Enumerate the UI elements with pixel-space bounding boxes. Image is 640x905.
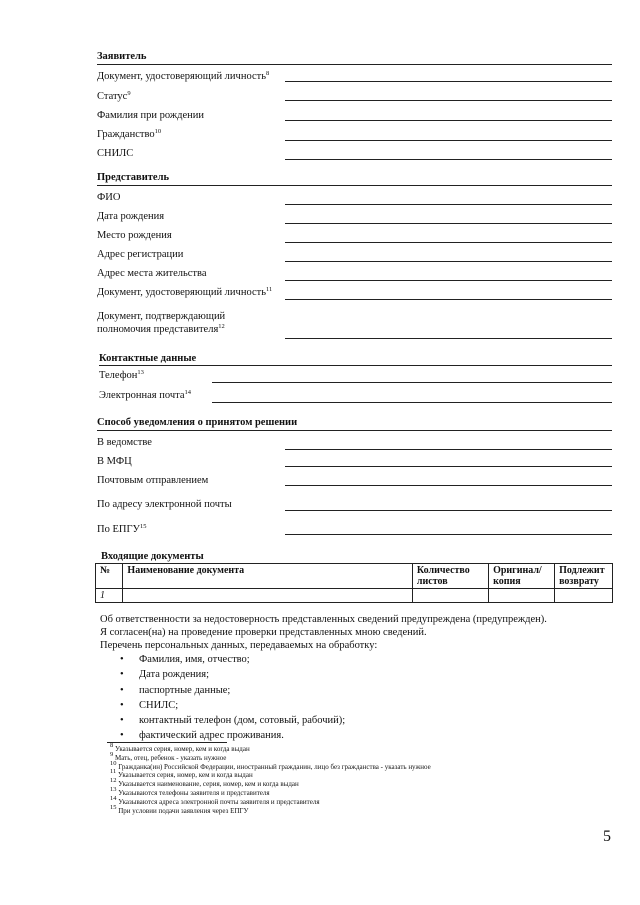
footnote-ref: 11: [266, 286, 273, 293]
footnote-number: 14: [110, 794, 117, 802]
notification-option-epgu: [97, 523, 146, 536]
option-label: По ЕПГУ: [97, 524, 140, 535]
footnote-text: Гражданка(ин) Российской Федерации, иностранный гражданин, лицо без гражданства - указать нужное: [118, 762, 431, 771]
applicant-field-status: [97, 90, 131, 103]
representative-reg-address-input[interactable]: [285, 261, 612, 262]
footnotes: [110, 742, 431, 815]
column-header: Оригинал/ копия: [489, 564, 555, 589]
field-label: ФИО: [97, 192, 121, 203]
option-label: Почтовым отправлением: [97, 475, 209, 486]
footnote-number: 11: [110, 768, 117, 776]
column-header: №: [96, 564, 123, 589]
footnote: [110, 785, 431, 798]
column-header: Количество листов: [412, 564, 488, 589]
representative-heading-rule: [97, 185, 612, 186]
footnote-ref: 15: [139, 523, 147, 530]
field-label: Телефон: [99, 370, 138, 381]
applicant-field-snils: [97, 147, 133, 160]
field-label: Дата рождения: [97, 211, 165, 222]
table-header-row: [96, 564, 613, 589]
list-item: • паспортные данные;: [139, 683, 345, 698]
applicant-citizenship-input[interactable]: [285, 140, 612, 141]
contacts-heading: Контактные данные: [99, 353, 197, 364]
field-label: Место рождения: [97, 230, 172, 241]
incoming-documents-table: [95, 563, 613, 603]
notification-post-input[interactable]: [285, 485, 612, 486]
representative-heading: Представитель: [97, 172, 170, 183]
footnote-number: 15: [110, 803, 117, 811]
footnote-ref: 12: [218, 323, 225, 330]
table-cell: 1: [96, 589, 123, 603]
contacts-field-email: [99, 389, 191, 402]
footnote-ref: 14: [184, 389, 191, 396]
representative-birth-place-input[interactable]: [285, 242, 612, 243]
applicant-snils-input[interactable]: [285, 159, 612, 160]
applicant-field-birth-surname: [97, 109, 204, 122]
field-label: Статус: [97, 91, 128, 102]
representative-birth-date-input[interactable]: [285, 223, 612, 224]
consent-statement: Я согласен(на) на проведение проверки представленных мною сведений.: [100, 627, 427, 638]
notification-option-email: [97, 498, 232, 511]
list-item: • фактический адрес проживания.: [139, 728, 345, 743]
list-item: • Дата рождения;: [139, 667, 345, 682]
table-cell[interactable]: [123, 589, 412, 603]
notification-office-input[interactable]: [285, 449, 612, 450]
footnote-text: Указывается серия, номер, кем и когда выдан: [118, 771, 253, 780]
footnote-text: Указывается серия, номер, кем и когда выдан: [115, 745, 250, 753]
field-label: полномочия представителя: [97, 324, 219, 335]
contacts-field-phone: [99, 369, 144, 382]
representative-field-reg-address: [97, 248, 183, 261]
footnote: [110, 750, 431, 763]
incoming-heading: Входящие документы: [101, 551, 204, 562]
representative-field-document: [97, 286, 272, 299]
contacts-email-input[interactable]: [212, 402, 612, 403]
field-label: Гражданство: [97, 129, 155, 140]
field-label: Адрес места жительства: [97, 268, 207, 279]
field-label: Электронная почта: [99, 390, 185, 401]
footnote-number: 9: [110, 750, 114, 758]
option-label: В ведомстве: [97, 437, 152, 448]
representative-field-birth-place: [97, 229, 172, 242]
footnote: [110, 803, 431, 816]
list-item: • СНИЛС;: [139, 698, 345, 713]
option-label: По адресу электронной почты: [97, 499, 232, 510]
footnote: [110, 777, 431, 789]
representative-document-input[interactable]: [285, 299, 612, 300]
personal-data-list: [97, 652, 345, 744]
notification-heading-rule: [97, 430, 612, 431]
footnote-text: Мать, отец, ребенок - указать нужное: [115, 753, 227, 762]
field-label: Документ, подтверждающий: [97, 311, 226, 322]
applicant-field-document: [97, 70, 269, 83]
footnote-number: 10: [110, 759, 117, 767]
representative-field-authority: [97, 310, 225, 336]
footnote: [110, 768, 431, 780]
contacts-heading-rule: [99, 365, 612, 366]
footnote-ref: 9: [127, 90, 131, 97]
footnote-number: 13: [110, 785, 117, 793]
footnote-separator: [107, 742, 227, 743]
table-cell[interactable]: [412, 589, 488, 603]
footnote-ref: 8: [266, 70, 270, 77]
responsibility-statement: Об ответственности за недостоверность представленных сведений предупреждена (предупрежден).: [100, 614, 547, 625]
list-item: • Фамилия, имя, отчество;: [139, 652, 345, 667]
notification-option-mfc: [97, 455, 132, 468]
option-label: В МФЦ: [97, 456, 132, 467]
notification-option-office: [97, 436, 152, 449]
footnote-number: 12: [110, 777, 117, 785]
personal-data-list-title: Перечень персональных данных, передаваемых на обработку:: [100, 640, 378, 651]
representative-field-fio: [97, 191, 120, 204]
notification-epgu-input[interactable]: [285, 534, 612, 535]
representative-residence-input[interactable]: [285, 280, 612, 281]
contacts-phone-input[interactable]: [212, 382, 612, 383]
footnote-text: Указываются адреса электронной почты заявителя и представителя: [118, 797, 320, 806]
field-label: Документ, удостоверяющий личность: [97, 287, 266, 298]
table-cell[interactable]: [555, 589, 613, 603]
representative-fio-input[interactable]: [285, 204, 612, 205]
footnote-ref: 13: [137, 369, 144, 376]
applicant-birth-surname-input[interactable]: [285, 120, 612, 121]
applicant-status-input[interactable]: [285, 100, 612, 101]
applicant-field-citizenship: [97, 128, 161, 141]
applicant-heading-rule: [97, 64, 612, 65]
notification-mfc-input[interactable]: [285, 466, 612, 467]
field-label: Документ, удостоверяющий личность: [97, 71, 266, 82]
list-item: • контактный телефон (дом, сотовый, рабочий);: [139, 713, 345, 728]
field-label: Фамилия при рождении: [97, 110, 204, 121]
footnote-text: Указываются телефоны заявителя и представителя: [118, 788, 270, 797]
field-label: СНИЛС: [97, 148, 134, 159]
column-header: Подлежит возврату: [555, 564, 613, 589]
table-row: [96, 589, 613, 603]
notification-option-post: [97, 474, 208, 487]
column-header: Наименование документа: [123, 564, 412, 589]
footnote: [110, 742, 431, 754]
footnote-ref: 10: [154, 128, 162, 135]
table-cell[interactable]: [489, 589, 555, 603]
applicant-heading: Заявитель: [97, 51, 147, 62]
footnote: [110, 794, 431, 807]
page-number: 5: [603, 828, 611, 845]
footnote-number: 8: [110, 742, 114, 749]
representative-field-birth-date: [97, 210, 164, 223]
field-label: Адрес регистрации: [97, 249, 184, 260]
representative-authority-input[interactable]: [285, 338, 612, 339]
footnote-text: При условии подачи заявления через ЕПГУ: [118, 806, 249, 815]
notification-email-input[interactable]: [285, 510, 612, 511]
representative-field-residence: [97, 267, 207, 280]
applicant-document-input[interactable]: [285, 81, 612, 82]
footnote-text: Указывается наименование, серия, номер, кем и когда выдан: [118, 780, 299, 789]
notification-heading: Способ уведомления о принятом решении: [97, 417, 298, 428]
